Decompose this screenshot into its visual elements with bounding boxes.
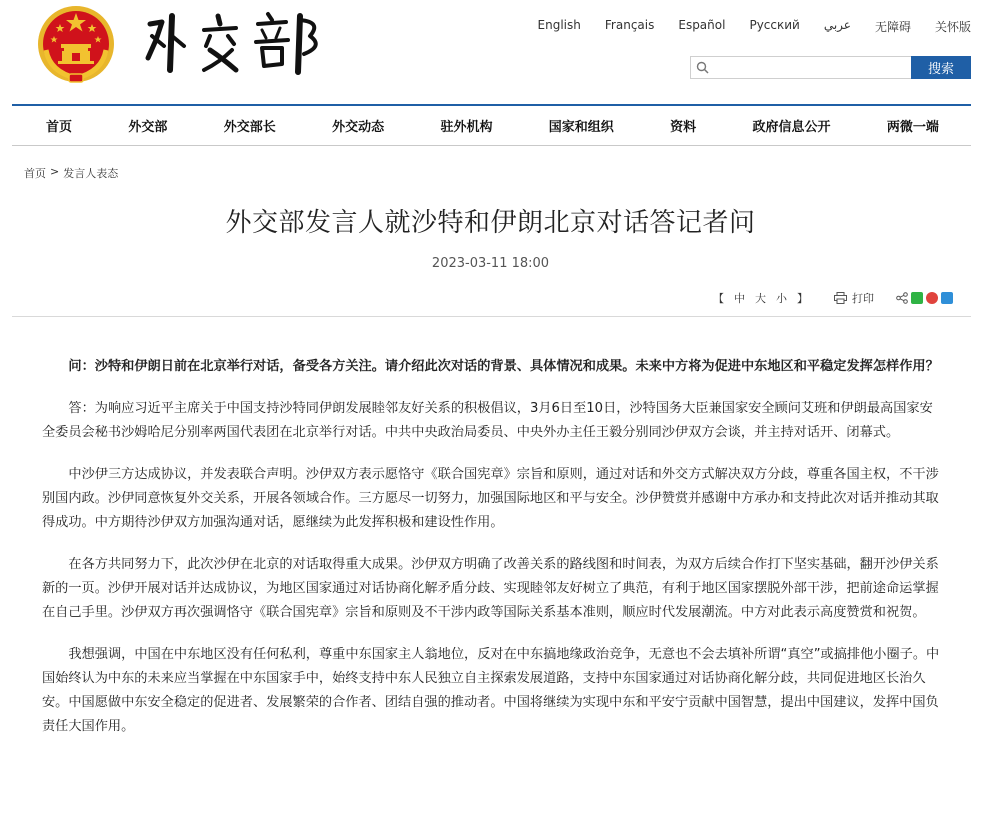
article-question: 问：沙特和伊朗日前在北京举行对话，备受各方关注。请介绍此次对话的背景、具体情况和成果。未来中方将为促进中东地区和平稳定发挥怎样作用？ [68,359,939,374]
accessibility-link[interactable]: 无障碍 [874,20,911,34]
share-bar [896,292,953,304]
article-paragraph: 答：为响应习近平主席关于中国支持沙特同伊朗发展睦邻友好关系的积极倡议，3月6日至10日，沙特国务大臣兼国家安全顾问艾班和伊朗最高国家安全委员会秘书沙姆哈尼分别率两国代表团在北京举行对话。中共中央政治局委员、中央外办主任王毅分别同沙伊双方会谈，并主持对话开、闭幕式。 [42,401,933,440]
national-emblem-icon[interactable] [36,4,116,84]
weibo-icon[interactable] [926,292,938,304]
site-header [0,0,981,104]
main-nav [12,104,971,146]
article-paragraph: 中沙伊三方达成协议，并发表联合声明。沙伊双方表示愿恪守《联合国宪章》宗旨和原则，通过对话和外交方式解决双方分歧，尊重各国主权，不干涉别国内政。沙伊同意恢复外交关系，开展各领域合作。三方愿尽一切努力，加强国际地区和平与安全。沙伊赞赏并感谢中方承办和支持此次对话并推动其取得成功。中方期待沙伊双方加强沟通对话，愿继续为此发挥积极和建设性作用。 [42,467,939,530]
lang-russian[interactable]: Русский [749,18,800,32]
search-input[interactable] [691,58,911,79]
article-toolbar [713,290,953,306]
font-size-small[interactable]: 小 [776,292,787,305]
nav-item-gov-info[interactable]: 政府信息公开 [752,120,831,135]
qzone-icon[interactable] [941,292,953,304]
article-body [42,355,940,757]
printer-icon [834,292,847,304]
page-title: 外交部发言人就沙特和伊朗北京对话答记者问 [225,208,756,238]
lang-french[interactable]: Français [604,18,655,32]
breadcrumb-separator: > [50,165,60,178]
elderly-care-link[interactable]: 关怀版 [934,20,971,34]
nav-item-social[interactable]: 两微一端 [886,120,939,135]
lang-spanish[interactable]: Español [678,18,726,32]
language-bar [514,18,971,35]
font-size-bracket-close: 】 [797,292,808,305]
breadcrumb-current[interactable]: 发言人表态 [63,167,119,180]
ministry-logo[interactable] [140,6,330,76]
font-size-switcher [713,290,808,306]
font-size-bracket-open: 【 [713,292,724,305]
article-paragraph: 我想强调，中国在中东地区没有任何私利，尊重中东国家主人翁地位，反对在中东搞地缘政治竞争，无意也不会去填补所谓“真空”或搞排他小圈子。中国始终认为中东的未来应当掌握在中东国家手中，始终支持中东人民独立自主探索发展道路，支持中东国家通过对话协商化解分歧，共同促进地区长治久安。中国愿做中东安全稳定的促进者、发展繁荣的合作者、团结自强的推动者。中国将继续为实现中东和平安宁贡献中国智慧，提出中国建议，发挥中国负责任大国作用。 [42,647,940,734]
search-box [690,56,911,79]
publish-date: 2023-03-11 18:00 [431,256,550,271]
article-paragraph: 在各方共同努力下，此次沙伊在北京的对话取得重大成果。沙伊双方明确了改善关系的路线图和时间表，为双方后续合作打下坚实基础，翻开沙伊关系新的一页。沙伊开展对话并达成协议，为地区国家通过对话协商化解矛盾分歧、实现睦邻友好树立了典范，有利于地区国家摆脱外部干涉，把前途命运掌握在自己手里。沙伊双方再次强调恪守《联合国宪章》宗旨和原则及不干涉内政等国际关系基本准则，顺应时代发展潮流。中方对此表示高度赞赏和祝贺。 [42,557,939,620]
nav-item-ministry[interactable]: 外交部 [128,120,168,135]
search-bar [690,56,971,79]
wechat-icon[interactable] [911,292,923,304]
search-icon [696,61,709,74]
nav-item-missions[interactable]: 驻外机构 [440,120,493,135]
print-label: 打印 [852,292,874,305]
share-icon[interactable] [896,292,908,304]
nav-item-resources[interactable]: 资料 [670,120,697,135]
font-size-medium[interactable]: 中 [734,292,745,305]
font-size-large[interactable]: 大 [755,292,766,305]
nav-item-news[interactable]: 外交动态 [332,120,385,135]
nav-item-countries[interactable]: 国家和组织 [548,120,614,135]
print-button[interactable] [834,290,874,306]
lang-arabic[interactable]: عربي [823,18,851,32]
nav-item-home[interactable]: 首页 [46,120,73,135]
search-button[interactable]: 搜索 [911,56,971,79]
breadcrumb [24,165,118,181]
nav-item-minister[interactable]: 外交部长 [223,120,276,135]
title-divider [12,316,971,317]
lang-english[interactable]: English [537,18,581,32]
breadcrumb-home[interactable]: 首页 [24,167,46,180]
